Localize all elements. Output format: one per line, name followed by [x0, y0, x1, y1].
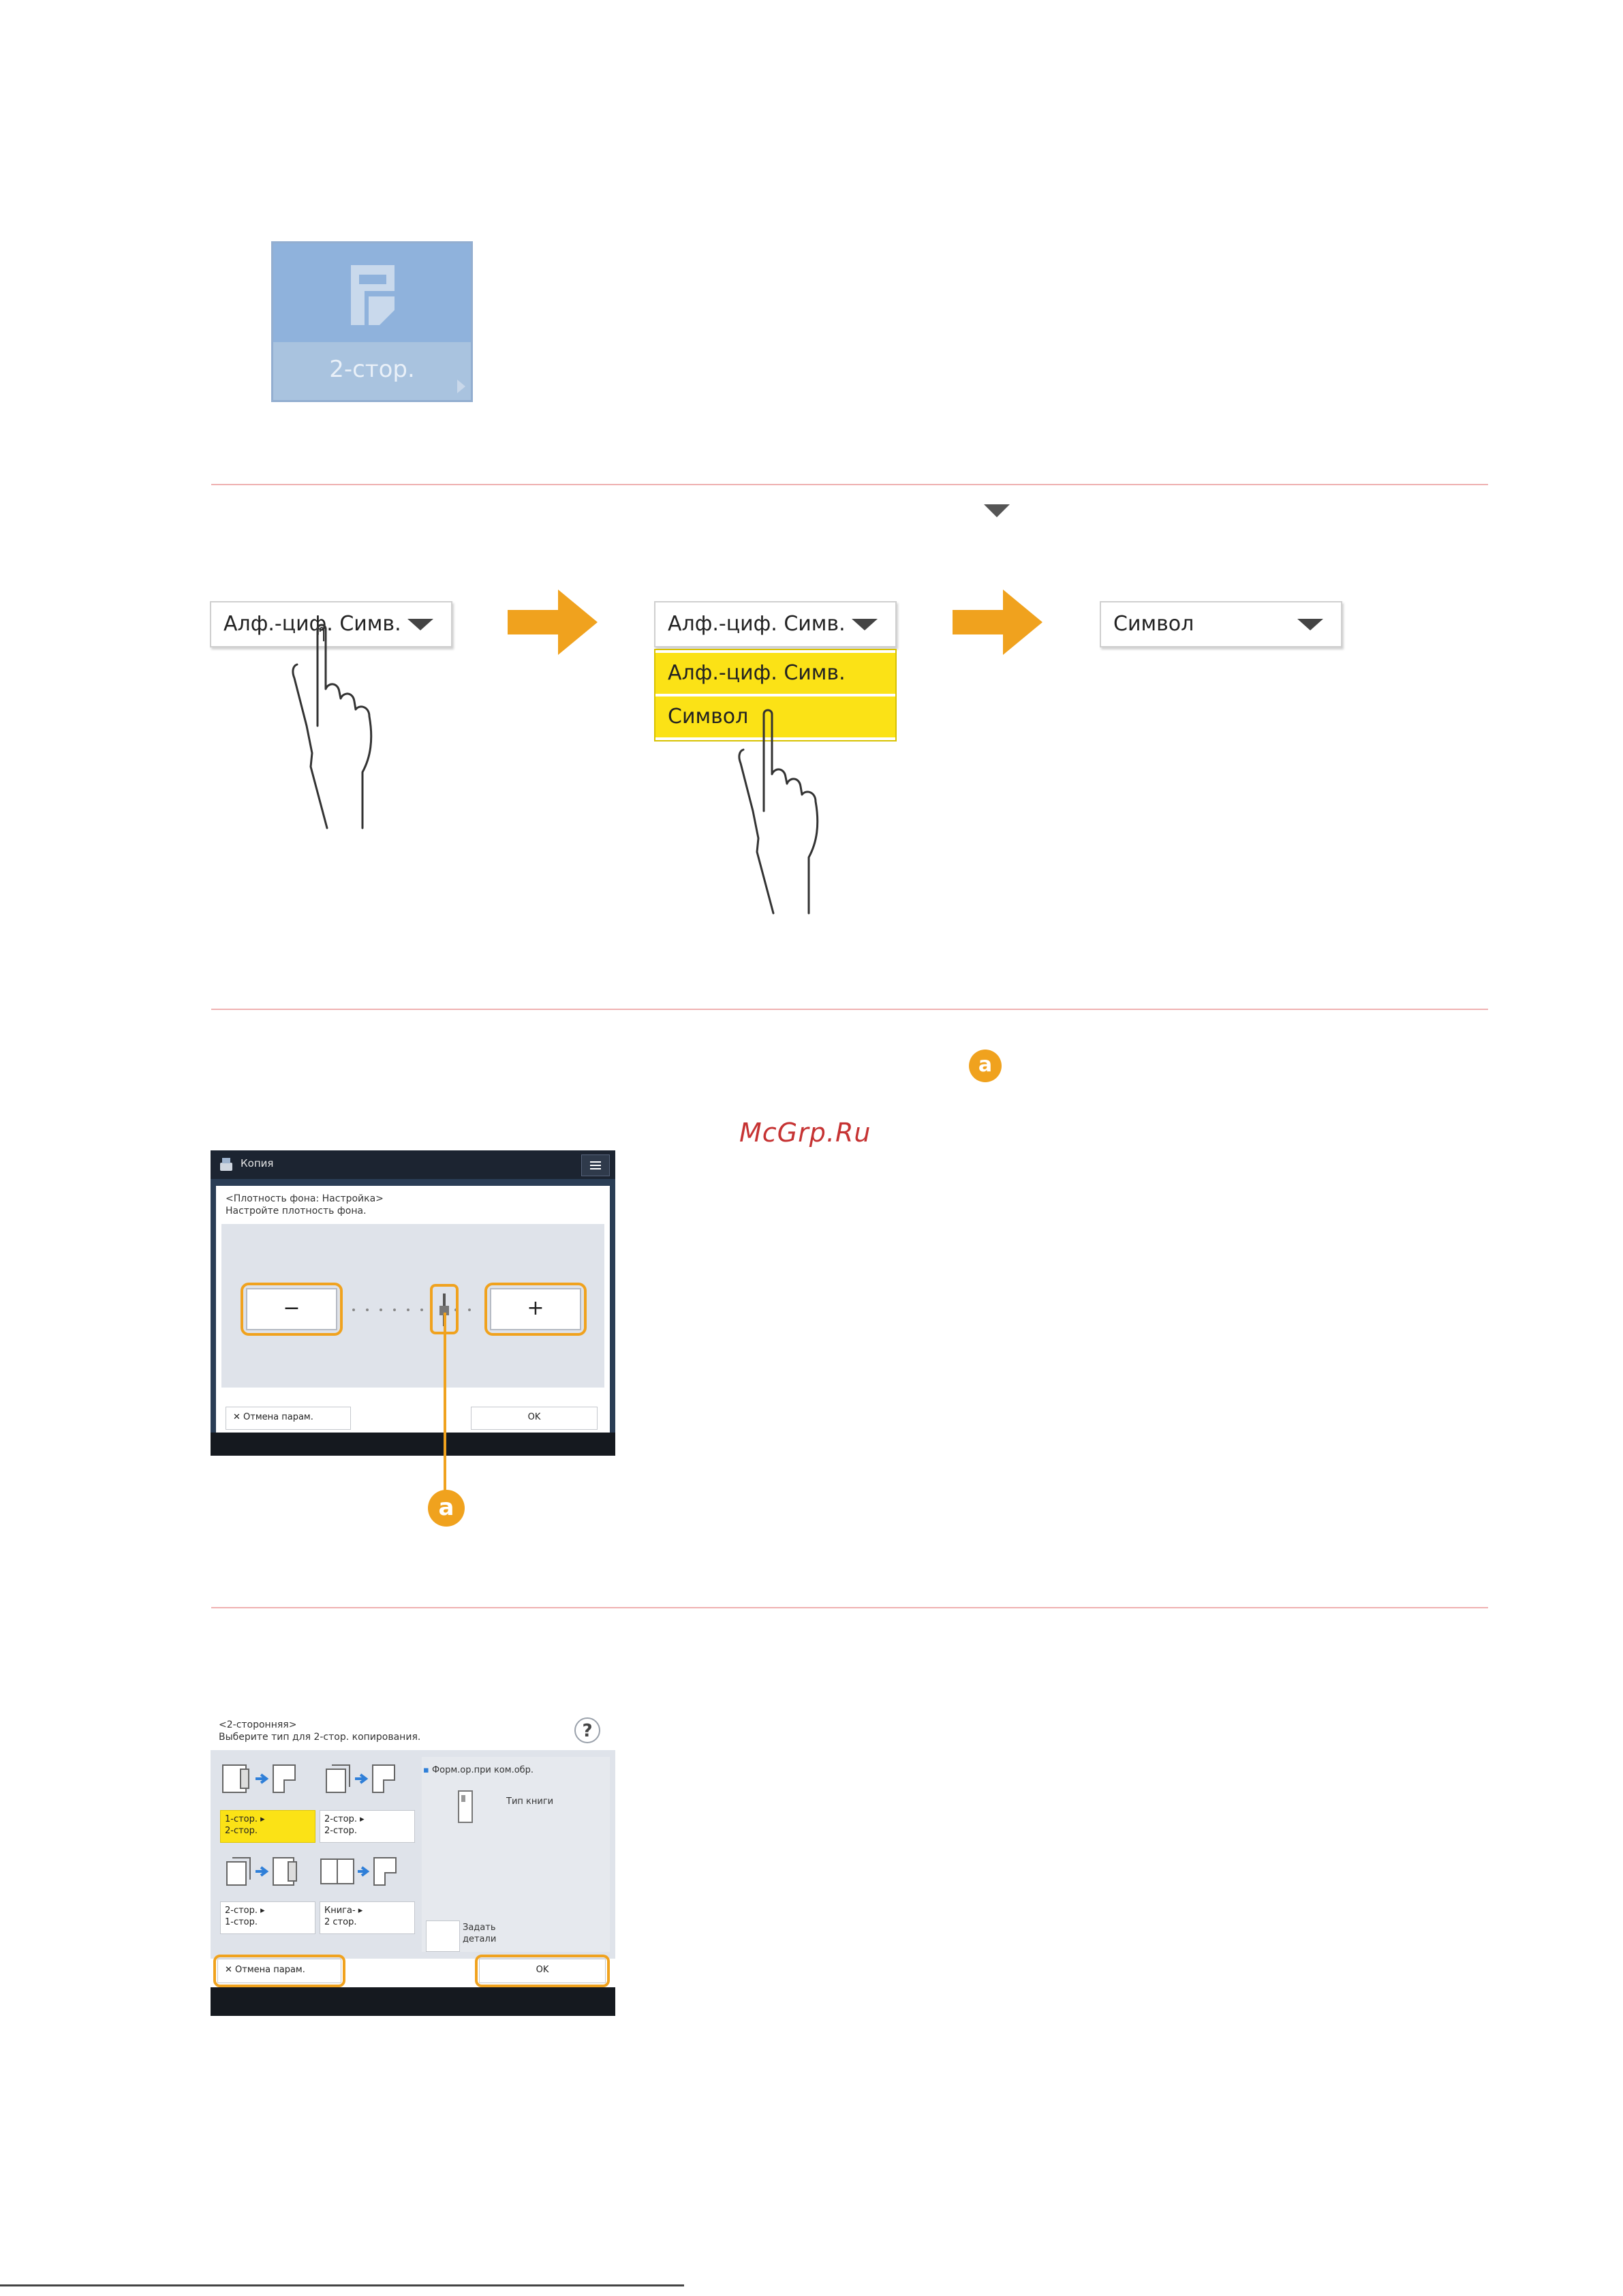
- hand-pointer-icon: [286, 624, 402, 842]
- dialog-subtitle: [219, 1719, 420, 1743]
- tile-label: 2-стор.: [329, 356, 415, 383]
- subtitle-line: Выберите тип для 2-стор. копирования.: [219, 1732, 421, 1743]
- format-text: Форм.ор.при ком.обр.: [431, 1765, 534, 1775]
- two-to-two-sided-icon: [320, 1760, 401, 1798]
- dropdown-value: Алф.-циф. Симв.: [223, 612, 401, 636]
- bullet-icon: ▪: [423, 1765, 432, 1775]
- options-area: [211, 1750, 615, 1959]
- adjust-area: [221, 1224, 604, 1388]
- details-label: [463, 1922, 496, 1945]
- close-icon: ✕: [225, 1965, 236, 1975]
- section-divider: [211, 1009, 1488, 1010]
- cancel-settings-button[interactable]: [226, 1407, 351, 1430]
- chevron-right-icon: [457, 380, 465, 393]
- density-screen: [211, 1150, 615, 1456]
- screen-header: [211, 1150, 615, 1179]
- footer-rule: [0, 2284, 684, 2286]
- chevron-down-icon: [852, 619, 878, 630]
- section-divider: [211, 484, 1488, 485]
- dropdown-value: Алф.-циф. Симв.: [668, 612, 846, 636]
- scale-dots: [347, 1304, 483, 1315]
- menu-button[interactable]: [581, 1154, 610, 1176]
- dropdown-value: Символ: [1113, 612, 1194, 636]
- option-line: 2-стор. ▸: [225, 1905, 265, 1916]
- hamburger-icon: [582, 1155, 609, 1176]
- one-to-two-sided-icon: [220, 1760, 302, 1798]
- help-button[interactable]: ?: [574, 1717, 600, 1743]
- copy-app-icon: [217, 1156, 235, 1174]
- close-icon: ✕: [233, 1412, 244, 1422]
- cancel-settings-button[interactable]: [217, 1959, 341, 1983]
- format-panel: [422, 1757, 610, 1952]
- ok-button[interactable]: [471, 1407, 598, 1430]
- tile-icon-area: [273, 243, 471, 342]
- section-divider: [211, 1607, 1488, 1608]
- duplex-screen: [211, 1711, 615, 2016]
- duplex-tile[interactable]: [271, 241, 473, 402]
- cancel-label: Отмена парам.: [243, 1412, 313, 1422]
- dialog-subtitle: [226, 1193, 384, 1217]
- density-dialog: [216, 1186, 610, 1433]
- hand-pointer-icon: [732, 709, 848, 927]
- option-line: 1-стор. ▸: [225, 1814, 265, 1824]
- option-2to2-button[interactable]: [320, 1810, 415, 1843]
- two-to-one-sided-icon: [220, 1852, 302, 1891]
- book-type-icon: [456, 1790, 475, 1825]
- screen-footer: [211, 1987, 615, 2016]
- format-label: [423, 1765, 534, 1775]
- details-line: Задать: [463, 1923, 496, 1933]
- watermark: McGrp.Ru: [739, 1118, 871, 1148]
- callout-badge-icon: a: [969, 1050, 1002, 1082]
- option-1to2-button[interactable]: [220, 1810, 315, 1843]
- chevron-down-icon: [407, 619, 433, 630]
- option-2to1-button[interactable]: [220, 1901, 315, 1934]
- option-book-button[interactable]: [320, 1901, 415, 1934]
- plus-button[interactable]: +: [490, 1288, 581, 1330]
- callout-badge-icon: a: [428, 1490, 465, 1527]
- dropdown-field[interactable]: [654, 601, 897, 647]
- callout-line: [444, 1313, 446, 1497]
- option-line: 1-стор.: [225, 1917, 258, 1927]
- option-line: 2 стор.: [324, 1917, 357, 1927]
- ok-button[interactable]: [479, 1959, 606, 1983]
- screen-footer: [211, 1433, 615, 1456]
- next-step-arrow-icon: [508, 590, 598, 655]
- ok-label: OK: [536, 1965, 549, 1975]
- subtitle-line: Настройте плотность фона.: [226, 1206, 367, 1216]
- cancel-label: Отмена парам.: [235, 1965, 305, 1975]
- ok-label: OK: [527, 1412, 541, 1422]
- book-to-two-sided-icon: [320, 1852, 401, 1891]
- app-title: Копия: [241, 1157, 274, 1169]
- details-line: детали: [463, 1934, 497, 1944]
- subtitle-line: <Плотность фона: Настройка>: [226, 1193, 384, 1204]
- option-label: Символ: [668, 705, 749, 729]
- subtitle-line: <2-сторонняя>: [219, 1719, 297, 1730]
- dropdown-option[interactable]: [655, 653, 895, 694]
- minus-button[interactable]: −: [246, 1288, 337, 1330]
- option-line: 2-стор.: [324, 1826, 358, 1836]
- dropdown-result[interactable]: [1100, 601, 1342, 647]
- option-line: 2-стор. ▸: [324, 1814, 365, 1824]
- set-details-button[interactable]: [426, 1920, 460, 1952]
- option-line: 2-стор.: [225, 1826, 258, 1836]
- dropdown-arrow-icon: [984, 504, 1010, 517]
- chevron-down-icon: [1297, 619, 1323, 630]
- book-type-label: Тип книги: [506, 1796, 554, 1807]
- option-label: Алф.-циф. Симв.: [668, 661, 846, 685]
- option-line: Книга- ▸: [324, 1905, 363, 1916]
- next-step-arrow-icon: [953, 590, 1042, 655]
- duplex-page-icon: [341, 261, 404, 329]
